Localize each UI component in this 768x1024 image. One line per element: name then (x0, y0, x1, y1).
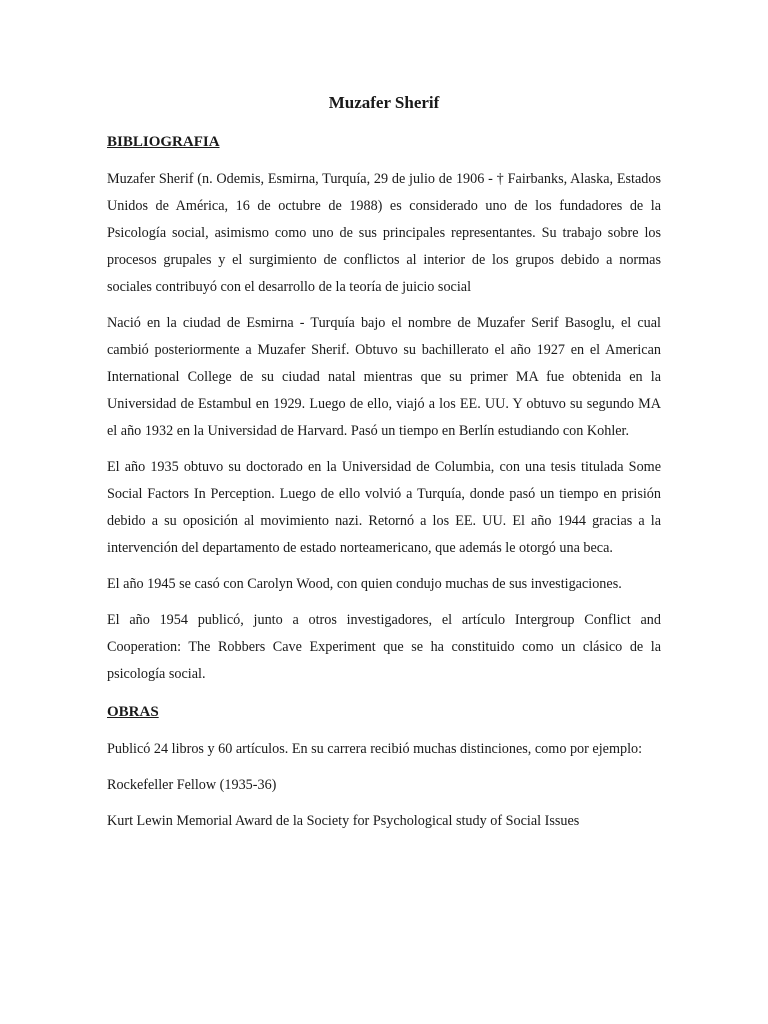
bio-paragraph: Muzafer Sherif (n. Odemis, Esmirna, Turquía, 29 de julio de 1906 - † Fairbanks, Alaska, Estados Unidos de América, 16 de octubre de 1988) es considerado uno de los fundadores de la Psicología social, asimismo como uno de sus principales representantes. Su trabajo sobre los procesos grupales y el surgimiento de conflictos al interior de los grupos debido a normas sociales contribuyó con el desarrollo de la teoría de juicio social (107, 171, 661, 295)
bio-paragraph: Nació en la ciudad de Esmirna - Turquía bajo el nombre de Muzafer Serif Basoglu, el cual cambió posteriormente a Muzafer Sherif. Obtuvo su bachillerato el año 1927 en el American International College de su ciudad natal mientras que su primer MA fue obtenida en la Universidad de Estambul en 1929. Luego de ello, viajó a los EE. UU. Y obtuvo su segundo MA el año 1932 en la Universidad de Harvard. Pasó un tiempo en Berlín estudiando con Kohler. (107, 315, 661, 439)
document-title: Muzafer Sherif (328, 93, 440, 112)
bio-paragraph: El año 1935 obtuvo su doctorado en la Universidad de Columbia, con una tesis titulada Some Social Factors In Perception. Luego de ello volvió a Turquía, donde pasó un tiempo en prisión debido a su oposición al movimiento nazi. Retornó a los EE. UU. El año 1944 gracias a la intervención del departamento de estado norteamericano, que además le otorgó una beca. (107, 459, 661, 556)
bio-paragraph: El año 1945 se casó con Carolyn Wood, con quien condujo muchas de sus investigaciones. (107, 576, 622, 592)
obras-list-item: Kurt Lewin Memorial Award de la Society for Psychological study of Social Issues (107, 813, 580, 829)
section-heading-bibliografia: BIBLIOGRAFIA (107, 134, 220, 150)
obras-intro-paragraph: Publicó 24 libros y 60 artículos. En su carrera recibió muchas distinciones, como por ejemplo: (107, 741, 643, 757)
section-heading-obras: OBRAS (107, 704, 159, 720)
bio-paragraph: El año 1954 publicó, junto a otros investigadores, el artículo Intergroup Conflict and Cooperation: The Robbers Cave Experiment que se ha constituido como un clásico de la psicología social. (107, 612, 661, 682)
document-page (107, 92, 661, 844)
obras-list-item: Rockefeller Fellow (1935-36) (107, 777, 277, 793)
